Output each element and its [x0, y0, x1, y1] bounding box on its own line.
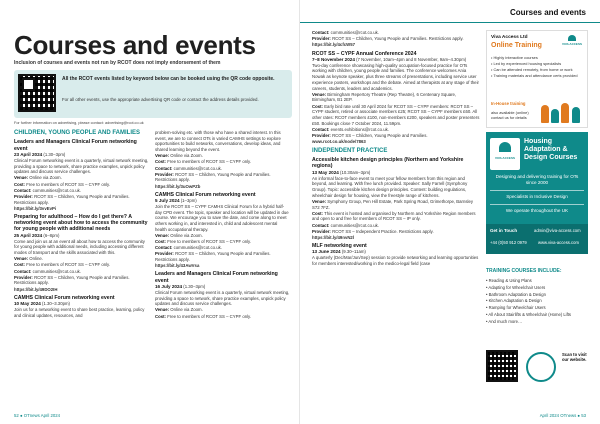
divider	[490, 204, 584, 205]
viva-logo-icon: VIVA ACCESS	[561, 35, 583, 47]
event-title: CAMHS Clinical Forum networking event	[155, 191, 256, 198]
page-footer: 52 ● OTnews April 2024	[14, 413, 61, 418]
event-link[interactable]: https://bit.ly/49nvN2l	[312, 234, 355, 240]
event-listing: Leaders and Managers Clinical Forum networking event 16 July 2024 (1.30–3pm) Clinical Forum networking event is a quarterly, virtual network meeting, providing a space to network, share practice examples, unpick policy updates and discuss service challenges. Venue: Online via Zoom. Cost: Free to members of RCOT SS – CYPF only.	[155, 271, 290, 319]
event-provider: RCOT SS – Children, Young People and Families.	[332, 132, 428, 138]
list-item: • Ramping for Wheelchair Users	[486, 305, 546, 311]
event-time: (7 November, 10am–4pm and 8 November, 9am–4.30pm)	[356, 56, 467, 62]
event-title: MLF networking event	[312, 243, 367, 250]
left-column-1	[14, 130, 149, 319]
advert-email[interactable]: admin@viva-access.com	[534, 228, 581, 233]
event-time: (1.30–3pm)	[43, 151, 66, 157]
list-item: • And much more…	[486, 318, 523, 324]
event-date: 13 June 2024	[312, 249, 341, 255]
event-date: 25 April 2024	[14, 232, 43, 238]
inhouse-title: In-House training	[491, 101, 526, 106]
event-link[interactable]: https://bit.ly/3uOwPZb	[155, 183, 201, 189]
event-provider: RCOT SS – Children, Young People and Families. Restrictions apply.	[155, 251, 271, 263]
event-time: (1–3pm)	[180, 197, 197, 203]
event-contact[interactable]: communities@rcot.co.uk.	[330, 30, 379, 35]
advert-product: Online Training	[491, 42, 542, 49]
event-venue: Online via Zoom.	[170, 307, 203, 313]
event-provider: RCOT SS – Independent Practice. Restrictions apply.	[332, 228, 434, 234]
viva-logo-icon: VIVA ACCESS	[490, 138, 520, 170]
event-cost: Free to members of RCOT SS – CYPF only.	[26, 181, 111, 187]
event-time: (10.30am–3pm)	[340, 169, 371, 175]
event-date: 13 May 2024	[312, 169, 339, 175]
event-description: Clinical Forum networking event is a quarterly, virtual network meeting, providing a space to network, share practice examples, unpick policy updates and discuss service challenges.	[155, 289, 290, 307]
event-time: (1.30–3.30pm)	[42, 301, 70, 307]
event-date: 5 July 2024	[155, 197, 180, 203]
event-cost: Free to members of RCOT SS – CYPF only.	[167, 313, 252, 319]
event-cost: Free to members of RCOT SS – CYPF only.	[26, 262, 111, 268]
advert-tagline: Specialists in Inclusive Design	[506, 194, 568, 199]
advertising-contact: For further information on advertising, please contact: advertising@rcot.co.uk	[14, 121, 144, 125]
event-venue: Online via Zoom.	[170, 153, 203, 159]
event-listing	[14, 295, 149, 319]
event-time: (1.30–3pm)	[183, 283, 206, 289]
people-illustration-icon	[541, 97, 583, 123]
event-description: An informal face-to-face event to meet your fellow members from this region and beyond, and learning. With free lunch provided. Speaker: Sally Farrell (Symphony Group). Topic: accessible kitchen design principles. Content: building regulations, wheelchair design for housing, view the freestyle range of kitchens.	[312, 175, 468, 198]
inhouse-body: also available (online) contact us for details	[491, 110, 529, 120]
event-link[interactable]: https://bit.ly/4cfcW57	[312, 42, 355, 48]
event-provider: RCOT SS – Children, Young People and Families. Restrictions apply.	[332, 36, 464, 42]
training-courses-panel	[486, 262, 588, 385]
event-title: Leaders and Managers Clinical Forum networking event	[14, 139, 137, 152]
event-description: A quarterly (Dec/Mar/Jun/Sep) session to provide networking and learning opportunities for members interested/working in the medico-legal field (case	[312, 255, 479, 266]
event-listing: Accessible kitchen design principles (Northern and Yorkshire regions) 13 May 2024 (10.30am–3pm) An informal face-to-face event to meet your fellow members from this region and beyond, and learning. With free lunch provided. Speaker: Sally Farrell (Symphony Group). Topic: accessible kitchen design principles. Content: building regulations, wheelchair design for housing, view the freestyle range of kitchens. Venue: Symphony Group, Pen Hill Estate, Park Spring Road, Grimethorpe, Barnsley S72 7FZ. Cost: This event is hosted and organised by Northern and Yorkshire Region members and open to and free for members of RCOT SS – IP only. Contact: communities@rcot.co.uk. Provider: RCOT SS – Independent Practice. Restrictions apply. https://bit.ly/49nvN2l	[312, 157, 480, 240]
event-contact[interactable]: communities@rcot.co.uk.	[173, 165, 222, 171]
event-listing: Leaders and Managers Clinical Forum networking event 23 April 2024 (1.30–3pm) Clinical Forum networking event is a quarterly, virtual network meeting, providing a space to network, share practice examples, unpick policy updates and discuss service challenges. Venue: Online via Zoom. Cost: Free to members of RCOT SS – CYPF only. Contact: communities@rcot.co.uk. Provider: RCOT SS – Children, Young People and Families. Restrictions apply. https://bit.ly/3vvEvPi	[14, 139, 149, 211]
event-listing: RCOT SS – CYPF Annual Conference 2024 7–8 November 2024 (7 November, 10am–4pm and 8 November, 9am–4.30pm) Two-day conference showcasing high-quality occupation-focused practice for OTs working with children, young people and families. The conference welcomes Ania Nowak as keynote speaker, plus three streams of presentations, including service user experience posters, workshops and the debate. Aimed at therapists at any stage of their careers, students, leaders and academics. Venue: Birmingham Repertory Theatre (Rep Theatre), 6 Centenary Square, Birmingham, B1 2EP. Cost: Early bird rate until 30 April 2024 for RCOT SS – CYPF members: RCOT SS – CYPF student, retired or associate members £25; RCOT SS – CYPF members £60. All other rates: RCOT members £100, non-members £200, speakers and poster presenters £50. Bookings close 7 October 2024, 11.59pm. Contact: events.exhibitions@rcot.co.uk. Provider: RCOT SS – Children, Young People and Families. www.rcot.co.uk/node/7863	[312, 50, 480, 145]
event-link[interactable]: https://bit.ly/3vvEvPi	[14, 205, 57, 211]
list-item: • Adapting for Wheelchair Users	[486, 284, 546, 290]
notice-bold: All the RCOT events listed by keyword below can be booked using the QR code opposite.	[62, 76, 275, 82]
list-item: • Highly interactive courses	[491, 55, 538, 60]
event-cost: Free to members of RCOT SS – CYPF only.	[167, 159, 252, 165]
get-in-touch-label: Get in Touch	[490, 228, 518, 233]
event-link[interactable]: https://bit.ly/49DO2IH	[14, 286, 58, 292]
event-title: Leaders and Managers Clinical Forum networking event	[155, 271, 278, 284]
event-contact[interactable]: communities@rcot.co.uk.	[32, 268, 81, 274]
right-column: Contact: communities@rcot.co.uk. Provider: RCOT SS – Children, Young People and Families. Restrictions apply. https://bit.ly/4cfcW57 RCOT SS – CYPF Annual Conference 2024 7–8 November 2024 (7 November, 10am–4pm and 8 November, 9am–4.30pm) Two-day conference showcasing high-quality occupation-focused practice for OTs working with children, young people and families. The conference welcomes Ania Nowak as keynote speaker, plus three streams of presentations, including service user experience posters, workshops and the debate. Aimed at therapists at any stage of their careers, students, leaders and academics. Venue: Birmingham Repertory Theatre (Rep Theatre), 6 Centenary Square, Birmingham, B1 2EP. Cost: Early bird rate until 30 April 2024 for RCOT SS – CYPF members: RCOT SS – CYPF student, retired or associate members £25; RCOT SS – CYPF members £60. All other rates: RCOT members £100, non-members £200, speakers and poster presenters £50. Bookings close 7 October 2024, 11.59pm. Contact: events.exhibitions@rcot.co.uk. Provider: RCOT SS – Children, Young People and Families. www.rcot.co.uk/node/7863 INDEPENDENT PRACTICE Accessible kitchen design principles (Northern and Yorkshire regions) 13 May 2024 (10.30am–3pm) An informal face-to-face event to meet your fellow members from this region and beyond, and learning. With free lunch provided. Speaker: Sally Farrell (Symphony Group). Topic: accessible kitchen design principles. Content: building regulations, wheelchair design for housing, view the freestyle range of kitchens. Venue: Symphony Group, Pen Hill Estate, Park Spring Road, Grimethorpe, Barnsley S72 7FZ. Cost: This event is hosted and organised by Northern and Yorkshire Region members and open to and free for members of RCOT SS – IP only. Contact: communities@rcot.co.uk. Provider: RCOT SS – Independent Practice. Restrictions apply. https://bit.ly/49nvN2l MLF networking event 13 June 2024 (9.30–11am) A quarterly (Dec/Mar/Jun/Sep) session to provide networking and learning opportunities for members interested/working in the medico-legal field (case	[312, 30, 480, 266]
section-heading: INDEPENDENT PRACTICE	[312, 147, 388, 154]
list-item: • Can be attended remotely, from home or work	[491, 66, 573, 72]
notice-plain: For all other events, use the appropriate advertising QR code or contact the address details provided.	[62, 97, 259, 102]
event-link[interactable]: https://bit.ly/43AwVsa	[155, 263, 200, 269]
event-date: 7–8 November 2024	[312, 56, 355, 62]
event-date: 10 May 2024	[14, 301, 41, 307]
section-heading: CHILDREN, YOUNG PEOPLE AND FAMILIES	[14, 130, 141, 136]
advert-website[interactable]: www.viva-access.com	[538, 240, 579, 245]
event-title: Preparing for adulthood – How do I get there? A networking event about how to access the community for young people with additional needs	[14, 213, 148, 233]
event-description: Join us for a networking event to share best practice, learning, policy and clinical updates, resources, and	[14, 307, 145, 318]
qr-code-icon[interactable]	[18, 74, 56, 112]
event-cost: Free to members of RCOT SS – CYPF only.	[167, 239, 252, 245]
scan-caption: Scan to visit our website.	[562, 352, 587, 363]
event-description: Join the RCOT SS – CYPF CAMHS Clinical Forum for a hybrid half-day CPD event. The topic, speaker and location will be updated in due course. We encourage you to save the date, and come along to meet others working in, and interested in, child and adolescent mental health occupational therapy.	[155, 204, 289, 232]
event-listing: CAMHS Clinical Forum networking event 5 July 2024 (1–3pm) Join the RCOT SS – CYPF CAMHS Clinical Forum for a hybrid half-day CPD event. The topic, speaker and location will be updated in due course. We encourage you to save the date, and come along to meet others working in, and interested in, child and adolescent mental health occupational therapy. Venue: Online via Zoom. Cost: Free to members of RCOT SS – CYPF only. Contact: communities@rcot.co.uk. Provider: RCOT SS – Children, Young People and Families. Restrictions apply. https://bit.ly/43AwVsa	[155, 191, 289, 269]
event-venue: Symphony Group, Pen Hill Estate, Park Spring Road, Grimethorpe, Barnsley S72 7FZ.	[312, 198, 473, 210]
list-item: • Bathroom Adaptation & Design	[486, 291, 546, 297]
page-title: Courses and events	[14, 30, 256, 60]
advert-bullets	[491, 55, 585, 78]
event-time: (9.30–11am)	[341, 249, 366, 255]
header-divider	[300, 22, 600, 23]
event-venue: Online via Zoom.	[170, 232, 203, 238]
event-cost: This event is hosted and organised by Northern and Yorkshire Region members and open to and free for members of RCOT SS – IP only.	[312, 210, 476, 222]
page-footer: April 2024 OTnews ● 53	[539, 413, 586, 418]
event-date: 23 April 2024	[14, 151, 43, 157]
event-contact[interactable]: communities@rcot.co.uk.	[330, 222, 379, 228]
event-title: Accessible kitchen design principles (Northern and Yorkshire regions)	[312, 157, 464, 170]
event-provider: RCOT SS – Children, Young People and Families. Restrictions apply.	[155, 171, 271, 183]
event-venue: Online.	[29, 256, 43, 262]
right-page	[300, 0, 600, 424]
event-description: Two-day conference showcasing high-quality occupation-focused practice for OTs working with children, young people and families. The conference welcomes Ania Nowak as keynote speaker, plus three streams of presentations, including service user experience posters, workshops and the debate. Aimed at therapists at any stage of their careers, students, leaders and academics.	[312, 62, 479, 91]
training-list	[486, 278, 588, 326]
advert-contact-bar	[486, 224, 588, 254]
website-qr-code-icon[interactable]	[486, 350, 518, 382]
intro-disclaimer: Inclusion of courses and events not run by RCOT does not imply endorsement of them	[14, 60, 221, 66]
booking-notice	[14, 70, 292, 118]
event-contact[interactable]: communities@rcot.co.uk.	[173, 245, 222, 251]
divider	[490, 190, 584, 191]
advert-tagline: Designing and delivering training for OTs since 2000	[495, 174, 579, 185]
event-date: 16 July 2024	[155, 283, 183, 289]
advert-tagline: We operate throughout the UK	[505, 208, 569, 213]
list-item: • All About Stairlifts & Wheelchair (Home) Lifts	[486, 311, 572, 317]
section-header: Courses and events	[509, 8, 586, 17]
list-item: • Reading & Using Plans	[486, 278, 532, 283]
left-column-2: problem-solving etc. with those who have a shared interest. In this event, we are to connect OTs in varied CAMHS settings to explore opportunities to build networks, conversations, develop ideas, and shared learning beyond the event. Venue: Online via Zoom. Cost: Free to members of RCOT SS – CYPF only. Contact: communities@rcot.co.uk. Provider: RCOT SS – Children, Young People and Families. Restrictions apply. https://bit.ly/3uOwPZb CAMHS Clinical Forum networking event 5 July 2024 (1–3pm) Join the RCOT SS – CYPF CAMHS Clinical Forum for a hybrid half-day CPD event. The topic, speaker and location will be updated in due course. We encourage you to save the date, and come along to meet others working in, and interested in, child and adolescent mental health occupational therapy. Venue: Online via Zoom. Cost: Free to members of RCOT SS – CYPF only. Contact: communities@rcot.co.uk. Provider: RCOT SS – Children, Young People and Families. Restrictions apply. https://bit.ly/43AwVsa Leaders and Managers Clinical Forum networking event 16 July 2024 (1.30–3pm) Clinical Forum networking event is a quarterly, virtual network meeting, providing a space to network, share practice examples, unpick policy updates and discuss service challenges. Venue: Online via Zoom. Cost: Free to members of RCOT SS – CYPF only.	[155, 130, 290, 319]
event-contact[interactable]: communities@rcot.co.uk.	[32, 187, 81, 193]
event-title: CAMHS Clinical Forum networking event	[14, 294, 115, 301]
training-title: TRAINING COURSES INCLUDE:	[486, 268, 562, 274]
event-cost: Early bird rate until 30 April 2024 for RCOT SS – CYPF members: RCOT SS – CYPF student, retired or associate members £25; RCOT SS – CYPF members £60. All other rates: RCOT members £100, non-members £200, speakers and poster presenters £50. Bookings close 7 October 2024, 11.59pm.	[312, 103, 480, 126]
event-venue: Online via Zoom.	[29, 175, 62, 181]
event-title: RCOT SS – CYPF Annual Conference 2024	[312, 50, 417, 57]
event-description-continued: problem-solving etc. with those who have a shared interest. In this event, we are to connect OTs in varied CAMHS settings to explore opportunities to build networks, conversations, develop ideas, and shared learning beyond the event.	[155, 130, 281, 153]
wheelchair-icon	[526, 352, 556, 382]
event-time: (6–8pm)	[43, 232, 60, 238]
viva-access-advert	[486, 30, 588, 385]
advert-company: Viva Access Ltd	[491, 35, 528, 40]
event-venue: Birmingham Repertory Theatre (Rep Theatre), 6 Centenary Square, Birmingham, B1 2EP.	[312, 91, 457, 103]
event-provider: RCOT SS – Children, Young People and Families. Restrictions apply.	[14, 193, 130, 205]
event-description: Clinical Forum networking event is a quarterly, virtual network meeting, providing a space to network, share practice examples, unpick policy updates and discuss service challenges.	[14, 157, 149, 175]
event-contact[interactable]: events.exhibitions@rcot.co.uk.	[330, 126, 389, 132]
event-listing: Preparing for adulthood – How do I get there? A networking event about how to access the community for young people with additional needs 25 April 2024 (6–8pm) Come and join us at an event all about how to access the community for young people with additional needs, including accessing different modes of transport and the skills associated with this. Venue: Online. Cost: Free to members of RCOT SS – CYPF only. Contact: communities@rcot.co.uk. Provider: RCOT SS – Children, Young People and Families. Restrictions apply. https://bit.ly/49DO2IH	[14, 213, 148, 292]
housing-title: Housing Adaptation & Design Courses	[524, 138, 578, 161]
event-provider: RCOT SS – Children, Young People and Families. Restrictions apply.	[14, 274, 130, 286]
online-training-panel	[486, 30, 588, 128]
list-item: • Kitchen Adaptation & Design	[486, 298, 542, 304]
list-item: • Led by experienced housing specialists	[491, 60, 562, 66]
event-description: Come and join us at an event all about how to access the community for young people with additional needs, including accessing different modes of transport and the skills associated with this.	[14, 238, 145, 256]
event-listing	[312, 243, 480, 267]
housing-adaptation-panel	[486, 132, 588, 254]
list-item: • Training materials and attendance certs provided	[491, 72, 578, 78]
event-link[interactable]: www.rcot.co.uk/node/7863	[312, 139, 366, 145]
advert-phone[interactable]: +44 (0)50 912 0979	[490, 240, 527, 245]
